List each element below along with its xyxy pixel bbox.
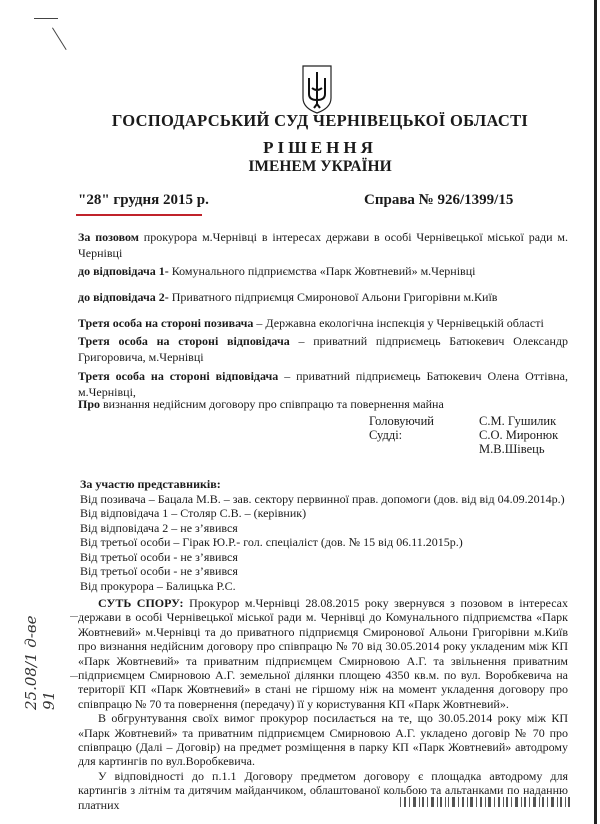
- margin-dash: [70, 616, 78, 617]
- representative-item: Від позивача – Бацала М.В. – зав. сектору первинної прав. допомоги (дов. від від 04.09.2014р.): [80, 491, 565, 506]
- representative-item: Від відповідача 1 – Столяр С.В. – (керівник): [80, 506, 307, 520]
- party-text: визнання недійсним договору про співпрацю та повернення майна: [103, 397, 444, 411]
- third-party-plaintiff-side: [78, 315, 568, 331]
- party-text: прокурора м.Чернівці в інтересах держави в особі Чернівецької міської ради м. Чернівці: [78, 230, 569, 260]
- party-defendant-2: [78, 289, 568, 305]
- representative-item: Від третьої особи – Гірак Ю.Р.- гол. спеціаліст (дов. № 15 від 06.11.2015р.): [80, 535, 463, 549]
- judges-label: Судді:: [369, 428, 403, 442]
- judges-block: [369, 414, 558, 456]
- document-type: РІШЕННЯ: [263, 138, 377, 157]
- representative-item: Від відповідача 2 – не з’явився: [80, 520, 238, 535]
- presiding-label: Головуючий: [369, 414, 434, 428]
- trident-coat-of-arms-icon: [300, 64, 334, 114]
- party-text: – приватний підприємець Батюкевич Олександр Григоровича, м.Чернівці: [78, 334, 569, 364]
- judge-name: М.В.Шівець: [479, 442, 545, 456]
- party-label: За позовом: [78, 230, 139, 244]
- dispute-section: [78, 596, 568, 812]
- handwritten-margin-note: 25.08/1 д-ве 91: [22, 615, 58, 710]
- date-underline: [76, 214, 202, 216]
- party-plaintiff: [78, 229, 568, 261]
- presiding-judge-name: С.М. Гушилик: [479, 414, 557, 428]
- party-label: Третя особа на стороні відповідача: [78, 334, 290, 348]
- court-name: ГОСПОДАРСЬКИЙ СУД ЧЕРНІВЕЦЬКОЇ ОБЛАСТІ: [111, 111, 529, 130]
- party-label: до відповідача 2-: [78, 290, 169, 304]
- representatives-block: [80, 477, 565, 593]
- margin-dash: [70, 676, 78, 677]
- representative-item: Від прокурора – Балицька Р.С.: [80, 578, 236, 593]
- barcode: [400, 797, 570, 807]
- subject-of-claim: [78, 396, 568, 412]
- party-text: Комунального підприємства «Парк Жовтневий» м.Чернівці: [171, 264, 476, 278]
- paragraph-text: Прокурор м.Чернівці 28.08.2015 року звернувся з позовом в інтересах держави в особі Чернівецької міської ради м. Чернівці до Комунального підприємства «Парк Жовтневий» м.Чернівці та до приватного підприємця Смиронової Альони Григорівни м.Київ про визнання недійсним договору про співпрацю № 70 від 30.05.2014 року укладеним між КП «Парк Жовтневий» та приватним підприємцем Смирновою А.Г. та звільнення приватним підприємцем Смирновою А.Г. земельної ділянки площею 4350 кв.м. по вул. Воробкевича на території КП «Парк Жовтневий» в стані не гіршому ніж на момент укладення договору про співпрацю № 70 та повернення (передачу) її у користування КП «Парк Жовтневий».: [78, 596, 569, 711]
- decision-date: "28" грудня 2015 р.: [78, 192, 209, 208]
- contract-paragraph: У відповідності до п.1.1 Договору предметом договору є площадка автодрому для картингів з літнім та дитячим майданчиком, облаштованої кольбою та альтанками по наданню платних: [78, 768, 568, 812]
- dispute-paragraph: [78, 596, 568, 711]
- dispute-label: СУТЬ СПОРУ:: [98, 596, 184, 610]
- party-defendant-1: [78, 263, 568, 279]
- party-label: Третя особа на стороні відповідача: [78, 369, 279, 383]
- party-label: Третя особа на стороні позивача: [78, 316, 254, 330]
- representative-item: Від третьої особи - не з’явився: [80, 549, 238, 564]
- scan-mark: [34, 18, 58, 19]
- scan-mark: [52, 27, 67, 50]
- party-label: до відповідача 1-: [78, 264, 169, 278]
- grounds-paragraph: В обгрунтування своїх вимог прокурор посилається на те, що 30.05.2014 року між КП «Парк Жовтневий» та приватним підприємцем Смирновою А.Г. укладено договір № 70 про співпрацю (Далі – Договір) на предмет розміщення в парку КП «Парк Жовтневий» автодрому для картингів по вул.Воробкевича.: [78, 711, 568, 769]
- party-text: – Державна екологічна інспекція у Чернівецькій області: [256, 316, 544, 330]
- party-label: Про: [78, 397, 101, 411]
- judge-name: С.О. Миронюк: [479, 428, 559, 442]
- representative-item: Від третьої особи - не з’явився: [80, 564, 238, 578]
- party-text: – приватний підприємець Батюкевич Олена Оттівна, м.Чернівці,: [78, 369, 569, 399]
- case-number: Справа № 926/1399/15: [364, 192, 514, 208]
- in-name-of-heading: ІМЕНЕМ УКРАЇНИ: [248, 158, 392, 175]
- third-party-defendant-side-1: [78, 333, 568, 365]
- party-text: Приватного підприємця Смиронової Альони Григорівни м.Київ: [171, 290, 498, 304]
- representatives-title: За участю представників:: [80, 477, 221, 491]
